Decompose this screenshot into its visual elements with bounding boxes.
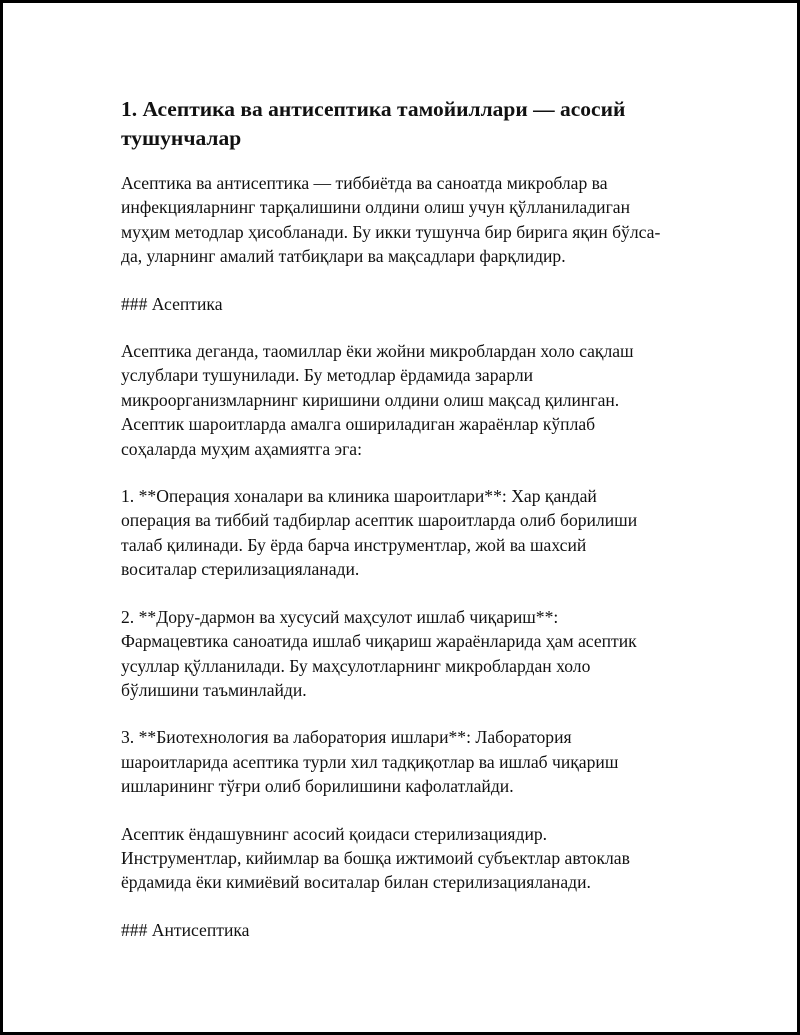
list-item-pharmaceutical-production: 2. **Дору-дармон ва хусусий маҳсулот ишлаб чиқариш**: Фармацевтика саноатида ишлаб чиқариш жараёнларида ҳам асептик усуллар қўлланилади. Бу маҳсулотларнинг микроблардан холо бўлишини таъминлайди. xyxy=(121,606,637,700)
asepsis-definition-paragraph: Асептика деганда, таомиллар ёки жойни микроблардан холо сақлаш услублари тушунилади. Бу методлар ёрдамида зарарли микроорганизмларнинг киришини олдини олиш мақсад қилинган. Асептик шароитларда амалга ошириладиган жараёнлар кўплаб соҳаларда муҳим аҳамиятга эга: xyxy=(121,341,634,459)
section-heading-asepsis: ### Асептика xyxy=(121,293,223,314)
list-item-biotechnology-labs: 3. **Биотехнология ва лаборатория ишлари**: Лаборатория шароитларида асептика турли хил тадқиқотлар ва ишлаб чиқариш ишларининг тўғри олиб борилишини кафолатлайди. xyxy=(121,727,619,797)
list-item-operating-rooms: 1. **Операция хоналари ва клиника шароитлари**: Хар қандай операция ва тиббий тадбирлар асептик шароитларда олиб борилиши талаб қилинади. Бу ёрда барча инструментлар, жой ва шахсий воситалар стерилизацияланади. xyxy=(121,486,638,580)
document-body xyxy=(121,95,701,965)
intro-paragraph: Асептика ва антисептика — тиббиётда ва саноатда микроблар ва инфекцияларнинг тарқалишини олдини олиш учун қўлланиладиган муҳим методлар ҳисобланади. Бу икки тушунча бир бирига яқин бўлса- да, уларнинг амалий татбиқлари ва мақсадлари фарқлидир. xyxy=(121,173,661,267)
section-heading-antisepsis: ### Антисептика xyxy=(121,919,250,940)
sterilization-paragraph: Асептик ёндашувнинг асосий қоидаси стерилизациядир. Инструментлар, кийимлар ва бошқа ижтимоий субъектлар автоклав ёрдамида ёки кимиёвий воситалар билан стерилизацияланади. xyxy=(121,823,630,893)
document-title: 1. Асептика ва антисептика тамойиллари — асосий тушунчалар xyxy=(121,97,626,150)
